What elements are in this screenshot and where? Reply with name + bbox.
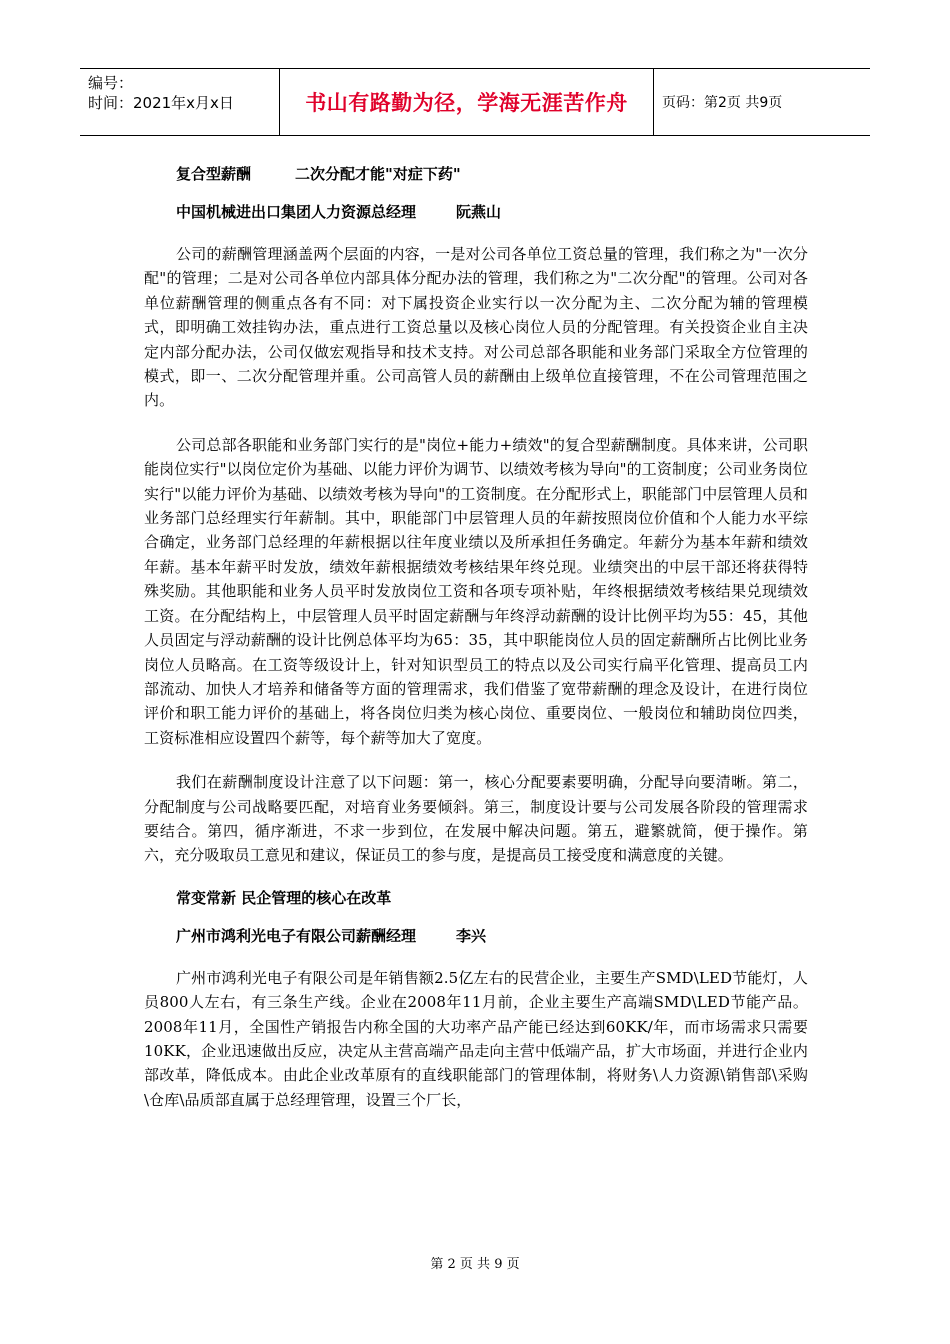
page-header xyxy=(80,68,870,136)
section-1-author: 中国机械进出口集团人力资源总经理 阮燕山 xyxy=(176,203,502,221)
header-motto: 书山有路勤为径，学海无涯苦作舟 xyxy=(280,69,654,135)
paragraph: 我们在薪酬制度设计注意了以下问题：第一，核心分配要素要明确，分配导向要清晰。第二，分配制度与公司战略要匹配，对培育业务要倾斜。第三，制度设计要与公司发展各阶段的管理需求要结合。第四，循序渐进，不求一步到位，在发展中解决问题。第五，避繁就简，便于操作。第六，充分吸取员工意见和建议，保证员工的参与度，是提高员工接受度和满意度的关键。 xyxy=(144,773,808,865)
paragraph: 公司的薪酬管理涵盖两个层面的内容，一是对公司各单位工资总量的管理，我们称之为"一次分配"的管理；二是对公司各单位内部具体分配办法的管理，我们称之为"二次分配"的管理。公司对各单位薪酬管理的侧重点各有不同：对下属投资企业实行以一次分配为主、二次分配为辅的管理模式，即明确工效挂钩办法，重点进行工资总量以及核心岗位人员的分配管理。有关投资企业自主决定内部分配办法，公司仅做宏观指导和技术支持。对公司总部各职能和业务部门采取全方位管理的模式，即一、二次分配管理并重。公司高管人员的薪酬由上级单位直接管理，不在公司管理范围之内。 xyxy=(144,245,808,410)
header-meta xyxy=(80,69,280,135)
date-label: 时间：2021年x月x日 xyxy=(88,94,234,112)
document-body xyxy=(144,152,808,1112)
section-2-author: 广州市鸿利光电子有限公司薪酬经理 李兴 xyxy=(176,926,487,945)
header-page-info: 页码：第2页 共9页 xyxy=(662,95,783,111)
paragraph: 公司总部各职能和业务部门实行的是"岗位+能力+绩效"的复合型薪酬制度。具体来讲，公司职能岗位实行"以岗位定价为基础、以能力评价为调节、以绩效考核为导向"的工资制度；公司业务岗位实行"以能力评价为基础、以绩效考核为导向"的工资制度。在分配形式上，职能部门中层管理人员和业务部门总经理实行年薪制。其中，职能部门中层管理人员的年薪按照岗位价值和个人能力水平综合确定，业务部门总经理的年薪根据以往年度业绩以及所承担任务确定。年薪分为基本年薪和绩效年薪。基本年薪平时发放，绩效年薪根据绩效考核结果年终兑现。业绩突出的中层干部还将获得特殊奖励。其他职能和业务人员平时发放岗位工资和各项专项补贴，年终根据绩效考核结果兑现绩效工资。在分配结构上，中层管理人员平时固定薪酬与年终浮动薪酬的设计比例平均为55：45，其他人员固定与浮动薪酬的设计比例总体平均为65：35，其中职能岗位人员的固定薪酬所占比例比业务岗位人员略高。在工资等级设计上，针对知识型员工的特点以及公司实行扁平化管理、提高员工内部流动、加快人才培养和储备等方面的管理需求，我们借鉴了宽带薪酬的理念及设计，在进行岗位评价和职工能力评价的基础上，将各岗位归类为核心岗位、重要岗位、一般岗位和辅助岗位四类，工资标准相应设置四个薪等，每个薪等加大了宽度。 xyxy=(144,435,808,747)
section-1-title: 复合型薪酬 二次分配才能"对症下药" xyxy=(176,165,461,183)
doc-number-label: 编号： xyxy=(88,74,134,92)
section-2-title: 常变常新 民企管理的核心在改革 xyxy=(176,888,392,907)
page-footer: 第 2 页 共 9 页 xyxy=(430,1257,520,1272)
paragraph: 广州市鸿利光电子有限公司是年销售额2.5亿左右的民营企业，主要生产SMD\LED节能灯，人员800人左右，有三条生产线。企业在2008年11月前，企业主要生产高端SMD\LED节能产品。2008年11月，全国性产销报告内称全国的大功率产品产能已经达到60KK/年，而市场需求只需要10KK，企业迅速做出反应，决定从主营高端产品走向主营中低端产品，扩大市场面，并进行企业内部改革，降低成本。由此企业改革原有的直线职能部门的管理体制，将财务\人力资源\销售部\采购\仓库\品质部直属于总经理管理，设置三个厂长， xyxy=(144,968,808,1109)
